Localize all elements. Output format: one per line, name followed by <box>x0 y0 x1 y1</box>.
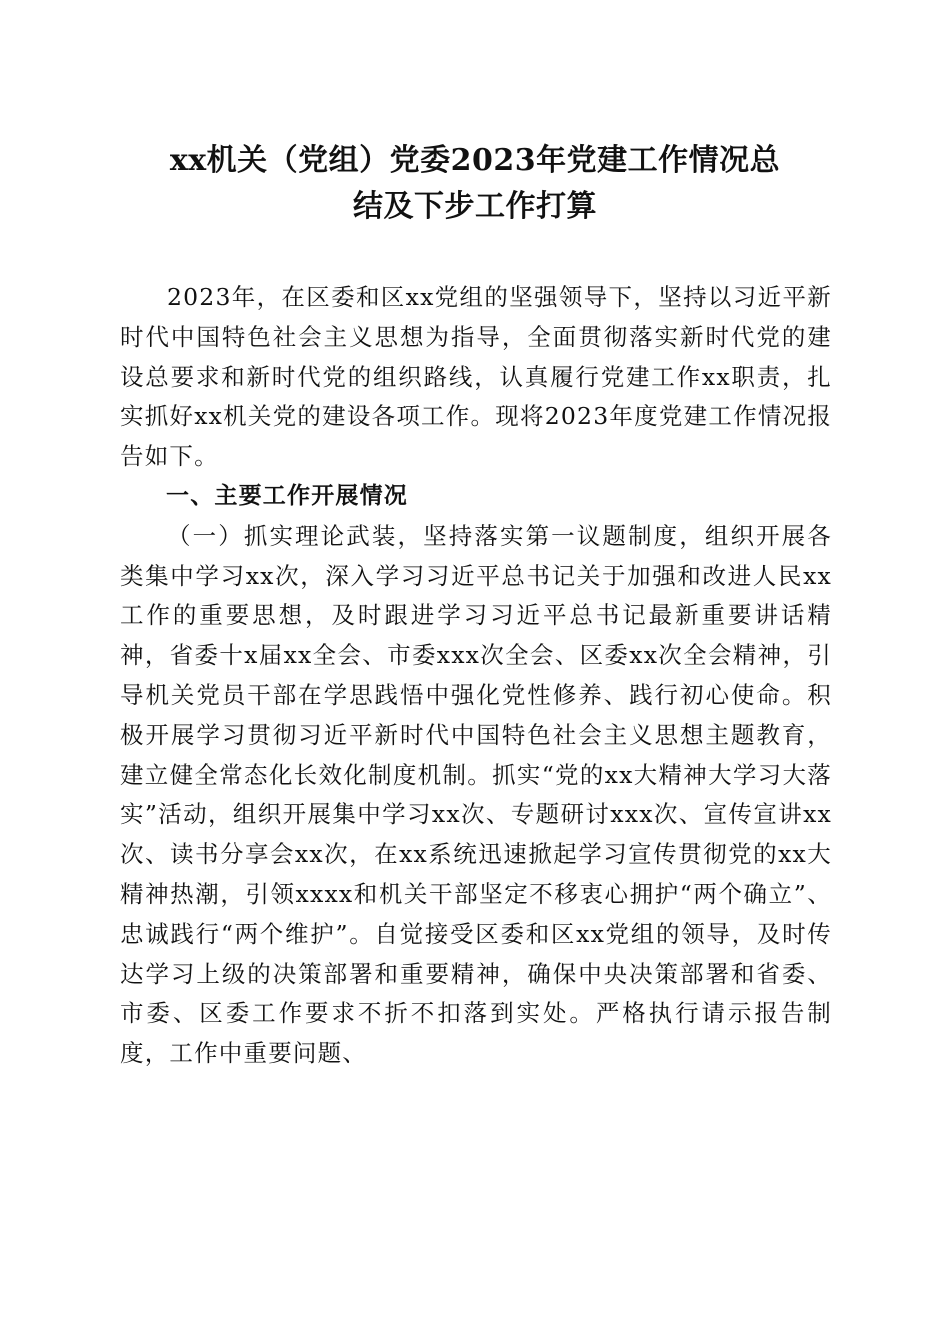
document-body <box>120 278 832 1074</box>
title-line-1: xx机关（党组）党委2023年党建工作情况总 <box>169 143 781 178</box>
section-heading: 一、主要工作开展情况 <box>166 482 408 509</box>
intro-paragraph: 2023年，在区委和区xx党组的坚强领导下，坚持以习近平新时代中国特色社会主义思想为指导，全面贯彻落实新时代党的建设总要求和新时代党的组织路线，认真履行党建工作xx职责，扎实抓好xx机关党的建设各项工作。现将2023年度党建工作情况报告如下。 <box>120 283 832 471</box>
document-title <box>110 138 840 230</box>
title-line-2: 结及下步工作打算 <box>353 189 597 224</box>
section-paragraph: （一）抓实理论武装，坚持落实第一议题制度，组织开展各类集中学习xx次，深入学习习近平总书记关于加强和改进人民xx工作的重要思想，及时跟进学习习近平总书记最新重要讲话精神，省委十x届xx全会、市委xxx次全会、区委xx次全会精神，引导机关党员干部在学思践悟中强化党性修养、践行初心使命。积极开展学习贯彻习近平新时代中国特色社会主义思想主题教育，建立健全常态化长效化制度机制。抓实“党的xx大精神大学习大落实”活动，组织开展集中学习xx次、专题研讨xxx次、宣传宣讲xx次、读书分享会xx次，在xx系统迅速掀起学习宣传贯彻党的xx大精神热潮，引领xxxx和机关干部坚定不移衷心拥护“两个确立”、忠诚践行“两个维护”。自觉接受区委和区xx党组的领导，及时传达学习上级的决策部署和重要精神，确保中央决策部署和省委、市委、区委工作要求不折不扣落到实处。严格执行请示报告制度，工作中重要问题、 <box>120 521 832 1068</box>
